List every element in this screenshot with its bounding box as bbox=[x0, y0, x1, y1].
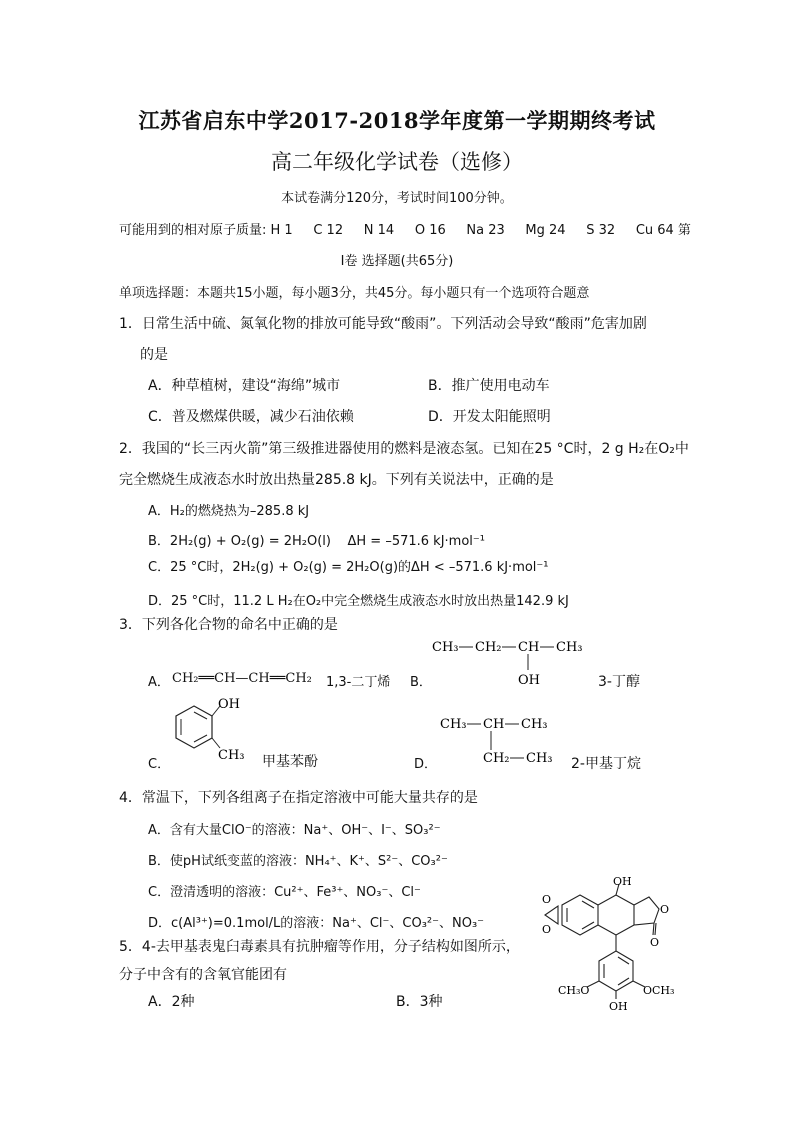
q1-stem-line1: 1．日常生活中硫、氮氧化物的排放可能导致“酸雨”。下列活动会导致“酸雨”危害加剧 bbox=[119, 316, 647, 332]
mol-label-oh-bottom: OH bbox=[609, 1000, 628, 1013]
q2-option-a: A．H₂的燃烧热为–285.8 kJ bbox=[148, 504, 310, 519]
q3-b-structure bbox=[428, 630, 598, 690]
q3-d-structure bbox=[436, 708, 576, 770]
atomic-masses: 可能用到的相对原子质量: H 1 C 12 N 14 O 16 Na 23 Mg 24 S 32 Cu 64 第 bbox=[119, 223, 691, 238]
q4-option-c: C．澄清透明的溶液：Cu²⁺、Fe³⁺、NO₃⁻、Cl⁻ bbox=[148, 885, 421, 900]
d-atom-ch3-left: CH₃ bbox=[440, 717, 467, 732]
mol-label-o1: O bbox=[542, 893, 552, 906]
q4-option-a: A．含有大量ClO⁻的溶液：Na⁺、OH⁻、I⁻、SO₃²⁻ bbox=[148, 823, 441, 838]
mol-label-och3-left: CH₃O bbox=[558, 984, 590, 997]
q2-stem-line2: 完全燃烧生成液态水时放出热量285.8 kJ。下列有关说法中，正确的是 bbox=[119, 472, 554, 488]
exam-info: 本试卷满分120分，考试时间100分钟。 bbox=[281, 191, 513, 206]
d-atom-ch: CH bbox=[483, 717, 505, 732]
b-atom-ch: CH bbox=[518, 640, 540, 655]
q1-stem-line2: 的是 bbox=[140, 347, 168, 363]
section-title: I卷 选择题(共65分) bbox=[340, 254, 454, 269]
mol-label-o3: O bbox=[660, 903, 670, 916]
q3-option-b-name: 3-丁醇 bbox=[598, 674, 640, 690]
q3-option-d-name: 2-甲基丁烷 bbox=[571, 756, 641, 772]
q2-stem-line1: 2．我国的“长三丙火箭”第三级推进器使用的燃料是液态氢。已知在25 °C时，2 g H₂在O₂中 bbox=[119, 441, 689, 457]
q1-option-c: C．普及燃煤供暖，减少石油依赖 bbox=[148, 409, 354, 425]
q3-stem: 3．下列各化合物的命名中正确的是 bbox=[119, 617, 338, 633]
q3-c-structure bbox=[168, 692, 258, 772]
b-atom-ch3-right: CH₃ bbox=[556, 640, 583, 655]
q2-option-c: C．25 °C时，2H₂(g) + O₂(g) = 2H₂O(g)的ΔH < –571.6 kJ·mol⁻¹ bbox=[148, 560, 549, 575]
c-atom-oh: OH bbox=[218, 697, 240, 712]
b-atom-oh: OH bbox=[518, 673, 540, 688]
q3-option-a-name: 1,3-二丁烯 bbox=[326, 675, 391, 690]
q4-stem: 4．常温下，下列各组离子在指定溶液中可能大量共存的是 bbox=[119, 790, 478, 806]
d-atom-ch2: CH₂ bbox=[483, 751, 510, 766]
q2-option-b: B．2H₂(g) + O₂(g) = 2H₂O(l) ΔH = –571.6 kJ·mol⁻¹ bbox=[148, 534, 485, 549]
q1-option-b: B．推广使用电动车 bbox=[428, 378, 550, 394]
mol-label-o4: O bbox=[650, 936, 660, 949]
exam-subtitle: 高二年级化学试卷（选修） bbox=[271, 150, 523, 174]
q4-option-b: B．使pH试纸变蓝的溶液：NH₄⁺、K⁺、S²⁻、CO₃²⁻ bbox=[148, 854, 448, 869]
q5-option-a: A．2种 bbox=[148, 994, 195, 1010]
q5-stem-line2: 分子中含有的含氧官能团有 bbox=[119, 967, 287, 983]
q2-option-d: D．25 °C时，11.2 L H₂在O₂中完全燃烧生成液态水时放出热量142.9 kJ bbox=[148, 594, 569, 609]
section-instruction: 单项选择题：本题共15小题，每小题3分，共45分。每小题只有一个选项符合题意 bbox=[119, 286, 590, 301]
mol-label-och3-right: OCH₃ bbox=[643, 984, 675, 997]
q5-molecule-structure bbox=[525, 873, 690, 1013]
q3-option-a-formula: CH₂══CH—CH══CH₂ bbox=[172, 671, 312, 686]
q3-option-a-label: A． bbox=[148, 675, 170, 690]
q5-stem-line1: 5．4-去甲基表鬼臼毒素具有抗肿瘤等作用，分子结构如图所示， bbox=[119, 939, 520, 955]
q3-option-c-name: 甲基苯酚 bbox=[262, 754, 318, 770]
q5-option-b: B．3种 bbox=[396, 994, 443, 1010]
q1-option-a: A．种草植树，建设“海绵”城市 bbox=[148, 378, 341, 394]
d-atom-ch3-right: CH₃ bbox=[521, 717, 548, 732]
mol-label-o2: O bbox=[542, 923, 552, 936]
b-atom-ch3-left: CH₃ bbox=[432, 640, 459, 655]
c-atom-ch3: CH₃ bbox=[218, 748, 245, 763]
b-atom-ch2: CH₂ bbox=[475, 640, 502, 655]
q4-option-d: D．c(Al³⁺)=0.1mol/L的溶液：Na⁺、Cl⁻、CO₃²⁻、NO₃⁻ bbox=[148, 916, 485, 931]
exam-title: 江苏省启东中学2017-2018学年度第一学期期终考试 bbox=[138, 108, 656, 133]
q3-option-c-label: C． bbox=[148, 757, 171, 772]
d-atom-ch3-bottom: CH₃ bbox=[526, 751, 553, 766]
q1-option-d: D．开发太阳能照明 bbox=[428, 409, 551, 425]
q3-option-d-label: D． bbox=[414, 757, 438, 772]
mol-label-oh-top: OH bbox=[613, 875, 632, 888]
q3-option-b-label: B． bbox=[410, 675, 432, 690]
